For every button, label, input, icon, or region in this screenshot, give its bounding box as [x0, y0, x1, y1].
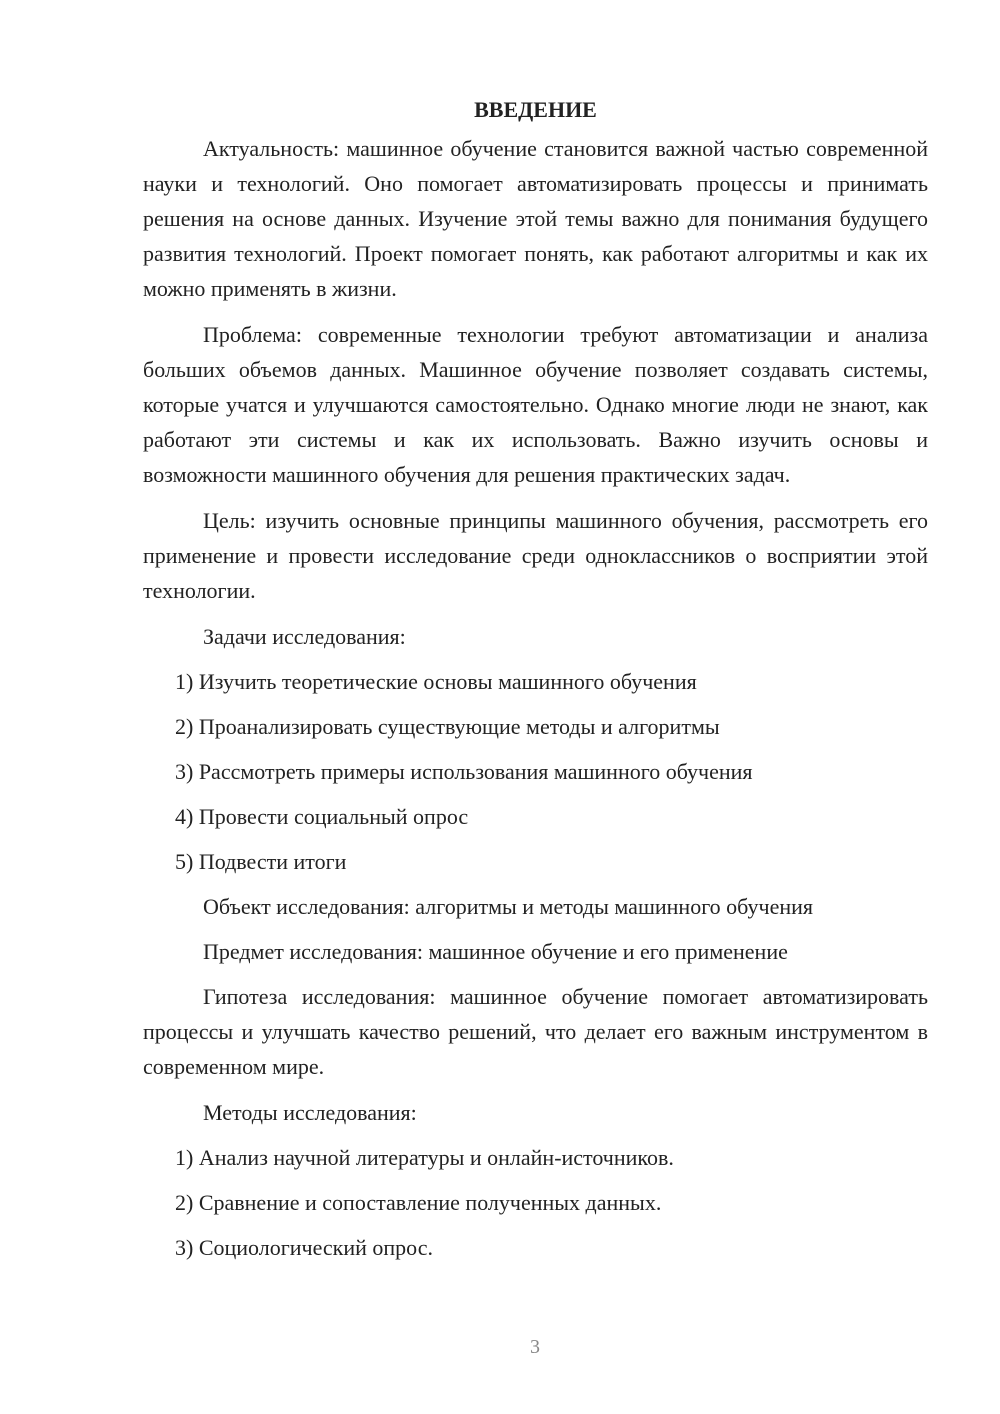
tasks-list [143, 664, 928, 879]
list-item: 1) Анализ научной литературы и онлайн-источников. [175, 1145, 674, 1170]
list-item: 2) Проанализировать существующие методы и алгоритмы [175, 714, 720, 739]
tasks-title: Задачи исследования: [203, 624, 406, 649]
methods-title: Методы исследования: [203, 1100, 417, 1125]
hypothesis-paragraph: Гипотеза исследования: машинное обучение помогает автоматизировать процессы и улучшать качество решений, что делает его важным инструментом в современном мире. [143, 984, 928, 1079]
list-item: 3) Рассмотреть примеры использования машинного обучения [175, 759, 753, 784]
research-subject: Предмет исследования: машинное обучение и его применение [203, 939, 788, 964]
goal-paragraph: Цель: изучить основные принципы машинного обучения, рассмотреть его применение и провести исследование среди одноклассников о восприятии этой технологии. [143, 508, 928, 603]
problem-paragraph: Проблема: современные технологии требуют автоматизации и анализа больших объемов данных. Машинное обучение позволяет создавать системы, которые учатся и улучшаются самостоятельно. Однако многие люди не знают, как работают эти системы и как их использовать. Важно изучить основы и возможности машинного обучения для решения практических задач. [143, 322, 928, 487]
relevance-paragraph: Актуальность: машинное обучение становится важной частью современной науки и технологий. Оно помогает автоматизировать процессы и принимать решения на основе данных. Изучение этой темы важно для понимания будущего развития технологий. Проект помогает понять, как работают алгоритмы и как их можно применять в жизни. [143, 136, 928, 301]
research-object: Объект исследования: алгоритмы и методы машинного обучения [203, 894, 814, 919]
list-item: 3) Социологический опрос. [175, 1235, 433, 1260]
list-item: 5) Подвести итоги [175, 849, 347, 874]
methods-list [143, 1140, 928, 1265]
page-number: 3 [530, 1336, 540, 1358]
section-heading: ВВЕДЕНИЕ [474, 97, 597, 122]
page-content [143, 92, 928, 1275]
list-item: 4) Провести социальный опрос [175, 804, 469, 829]
list-item: 2) Сравнение и сопоставление полученных данных. [175, 1190, 662, 1215]
list-item: 1) Изучить теоретические основы машинного обучения [175, 669, 697, 694]
